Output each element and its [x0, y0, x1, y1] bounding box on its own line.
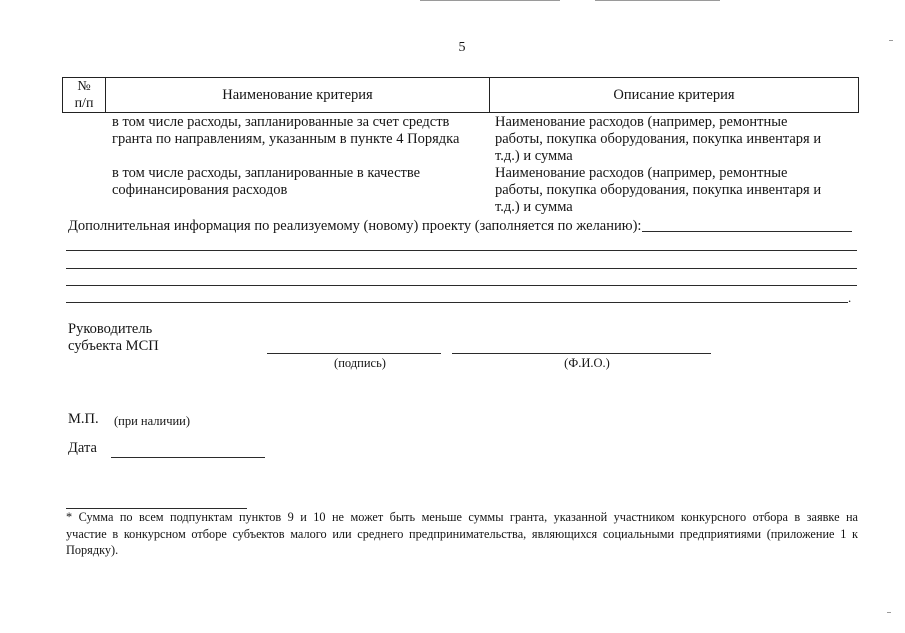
table-row-2-description: [495, 165, 821, 216]
additional-info-line: [68, 218, 852, 235]
description-line: Наименование расходов (например, ремонтные: [495, 114, 788, 130]
description-line: работы, покупка оборудования, покупка инвентаря и: [495, 131, 822, 147]
stamp-note: (при наличии): [114, 414, 191, 428]
description-line: Наименование расходов (например, ремонтные: [495, 165, 788, 181]
header-cell-number: [63, 78, 106, 112]
criterion-line: в том числе расходы, запланированные в качестве: [112, 165, 421, 181]
description-line: т.д.) и сумма: [495, 199, 573, 215]
footnote-line: Порядку).: [66, 543, 119, 557]
signature-caption: (подпись): [334, 356, 386, 370]
criterion-line: в том числе расходы, запланированные за счет средств: [112, 114, 450, 130]
header-number-abbrev: п/п: [74, 96, 94, 111]
signatory-position-line: Руководитель: [68, 321, 153, 337]
additional-info-end-mark: .: [848, 290, 852, 305]
additional-info-label: Дополнительная информация по реализуемому (новому) проекту (заполняется по желанию):: [68, 218, 642, 234]
date-blank-line: [111, 457, 265, 458]
criteria-table-header: [62, 77, 859, 113]
criterion-line: гранта по направлениям, указанным в пункте 4 Порядка: [112, 131, 460, 147]
header-cell-criterion-name: Наименование критерия: [106, 78, 490, 112]
table-row-2-criterion: [112, 165, 420, 199]
table-row-1-criterion: [112, 114, 459, 148]
scan-artifact-edge-mark: [887, 612, 891, 613]
header-cell-criterion-description: Описание критерия: [613, 87, 735, 103]
signatory-position-line: субъекта МСП: [68, 338, 159, 354]
scan-artifact-top-right: [595, 0, 720, 1]
header-number-sign: №: [77, 79, 91, 94]
footnote-line: * Сумма по всем подпунктам пунктов 9 и 10 не может быть меньше суммы гранта, указанной участником конкурсного отбора в заявке на: [66, 510, 858, 524]
footnote-line: участие в конкурсном отборе субъектов малого или среднего предпринимательства, являющихся социальными предприятиями (приложение 1 к: [66, 526, 858, 541]
criterion-line: софинансирования расходов: [112, 182, 288, 198]
additional-info-blank-line: [66, 268, 857, 269]
signature-line: [267, 353, 441, 354]
stamp-label: М.П.: [68, 411, 99, 427]
date-label: Дата: [68, 440, 97, 456]
full-name-line: [452, 353, 711, 354]
additional-info-blank-line: [66, 250, 857, 251]
signatory-position: [68, 321, 159, 355]
page-number: 5: [458, 40, 466, 55]
additional-info-blank: [642, 231, 852, 232]
full-name-caption: (Ф.И.О.): [564, 356, 610, 370]
scan-artifact-top-left: [420, 0, 560, 1]
additional-info-blank-line: [66, 302, 848, 303]
additional-info-blank-line: [66, 285, 857, 286]
description-line: т.д.) и сумма: [495, 148, 573, 164]
table-row-1-description: [495, 114, 821, 165]
description-line: работы, покупка оборудования, покупка инвентаря и: [495, 182, 822, 198]
scan-artifact-edge-mark: [889, 40, 893, 41]
